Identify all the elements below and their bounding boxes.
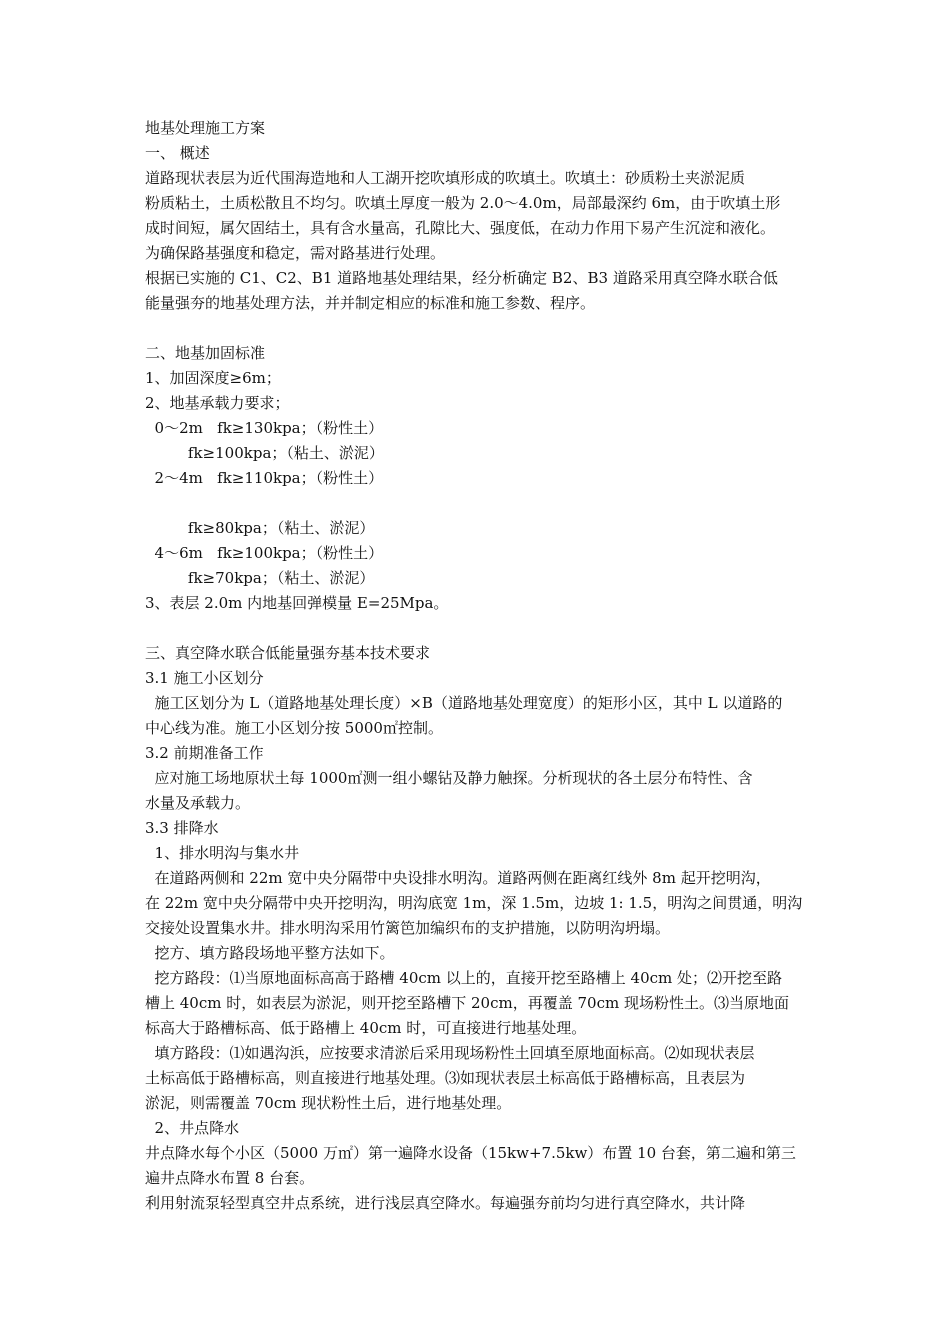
paragraph-line: 交接处设置集水井。排水明沟采用竹篱笆加编织布的支护措施，以防明沟坍塌。 xyxy=(145,919,671,937)
section-heading: 二、地基加固标准 xyxy=(145,344,266,362)
paragraph-line: 在 22m 宽中央分隔带中央开挖明沟，明沟底宽 1m，深 1.5m，边坡 1: 1.5，明沟之间贯通，明沟 xyxy=(145,894,803,912)
paragraph-line: 遍井点降水布置 8 台套。 xyxy=(145,1169,315,1187)
blank-line xyxy=(145,491,813,516)
paragraph-line: 淤泥，则需覆盖 70cm 现状粉性土后，进行地基处理。 xyxy=(145,1094,512,1112)
bearing-requirement-row: 2～4m fk≥110kpa；（粉性土） xyxy=(145,469,384,487)
bearing-requirement-row: fk≥80kpa；（粘土、淤泥） xyxy=(145,519,375,537)
paragraph-line: 成时间短，属欠固结土，具有含水量高，孔隙比大、强度低，在动力作用下易产生沉淀和液化。 xyxy=(145,219,776,237)
paragraph-line: 应对施工场地原状土每 1000㎡测一组小螺钻及静力触探。分析现状的各土层分布特性、含 xyxy=(145,769,753,787)
list-item: 1、加固深度≥6m； xyxy=(145,369,281,387)
section-heading: 一、 概述 xyxy=(145,144,210,162)
bearing-requirement-row: fk≥100kpa；（粘土、淤泥） xyxy=(145,444,384,462)
paragraph-line: 标高大于路槽标高、低于路槽上 40cm 时，可直接进行地基处理。 xyxy=(145,1019,587,1037)
paragraph-line: 井点降水每个小区（5000 万㎡）第一遍降水设备（15kw+7.5kw）布置 10 台套，第二遍和第三 xyxy=(145,1144,796,1162)
blank-line xyxy=(145,616,813,641)
sub-item-heading: 1、排水明沟与集水井 xyxy=(145,844,300,862)
paragraph-line: 水量及承载力。 xyxy=(145,794,251,812)
bearing-requirement-row: 0～2m fk≥130kpa；（粉性土） xyxy=(145,419,384,437)
paragraph-line: 道路现状表层为近代围海造地和人工湖开挖吹填形成的吹填土。吹填土：砂质粉土夹淤泥质 xyxy=(145,169,746,187)
document-title: 地基处理施工方案 xyxy=(145,119,266,137)
paragraph-line: 挖方、填方路段场地平整方法如下。 xyxy=(145,944,395,962)
sub-item-heading: 2、井点降水 xyxy=(145,1119,240,1137)
paragraph-line: 利用射流泵轻型真空井点系统，进行浅层真空降水。每遍强夯前均匀进行真空降水，共计降 xyxy=(145,1194,746,1212)
section-heading: 三、真空降水联合低能量强夯基本技术要求 xyxy=(145,644,431,662)
paragraph-line: 施工区划分为 L（道路地基处理长度）×B（道路地基处理宽度）的矩形小区，其中 L 以道路的 xyxy=(145,694,783,712)
paragraph-line: 能量强夯的地基处理方法，并并制定相应的标准和施工参数、程序。 xyxy=(145,294,596,312)
paragraph-line: 填方路段：⑴如遇沟浜，应按要求清淤后采用现场粉性土回填至原地面标高。⑵如现状表层 xyxy=(145,1044,755,1062)
subsection-heading: 3.3 排降水 xyxy=(145,819,219,837)
bearing-requirement-row: 4～6m fk≥100kpa；（粉性土） xyxy=(145,544,384,562)
paragraph-line: 根据已实施的 C1、C2、B1 道路地基处理结果，经分析确定 B2、B3 道路采用真空降水联合低 xyxy=(145,269,778,287)
paragraph-line: 粉质粘土，土质松散且不均匀。吹填土厚度一般为 2.0～4.0m，局部最深约 6m，由于吹填土形 xyxy=(145,194,781,212)
paragraph-line: 为确保路基强度和稳定，需对路基进行处理。 xyxy=(145,244,446,262)
list-item: 2、地基承载力要求； xyxy=(145,394,290,412)
blank-line xyxy=(145,316,813,341)
paragraph-line: 槽上 40cm 时，如表层为淤泥，则开挖至路槽下 20cm，再覆盖 70cm 现场粉性土。⑶当原地面 xyxy=(145,994,789,1012)
paragraph-line: 挖方路段：⑴当原地面标高高于路槽 40cm 以上的，直接开挖至路槽上 40cm 处；⑵开挖至路 xyxy=(145,969,783,987)
subsection-heading: 3.1 施工小区划分 xyxy=(145,669,264,687)
document-page xyxy=(145,116,813,1216)
bearing-requirement-row: fk≥70kpa；（粘土、淤泥） xyxy=(145,569,375,587)
subsection-heading: 3.2 前期准备工作 xyxy=(145,744,264,762)
paragraph-line: 在道路两侧和 22m 宽中央分隔带中央设排水明沟。道路两侧在距离红线外 8m 起开挖明沟， xyxy=(145,869,771,887)
paragraph-line: 中心线为准。施工小区划分按 5000㎡控制。 xyxy=(145,719,443,737)
paragraph-line: 土标高低于路槽标高，则直接进行地基处理。⑶如现状表层土标高低于路槽标高，且表层为 xyxy=(145,1069,746,1087)
list-item: 3、表层 2.0m 内地基回弹模量 E=25Mpa。 xyxy=(145,594,449,612)
